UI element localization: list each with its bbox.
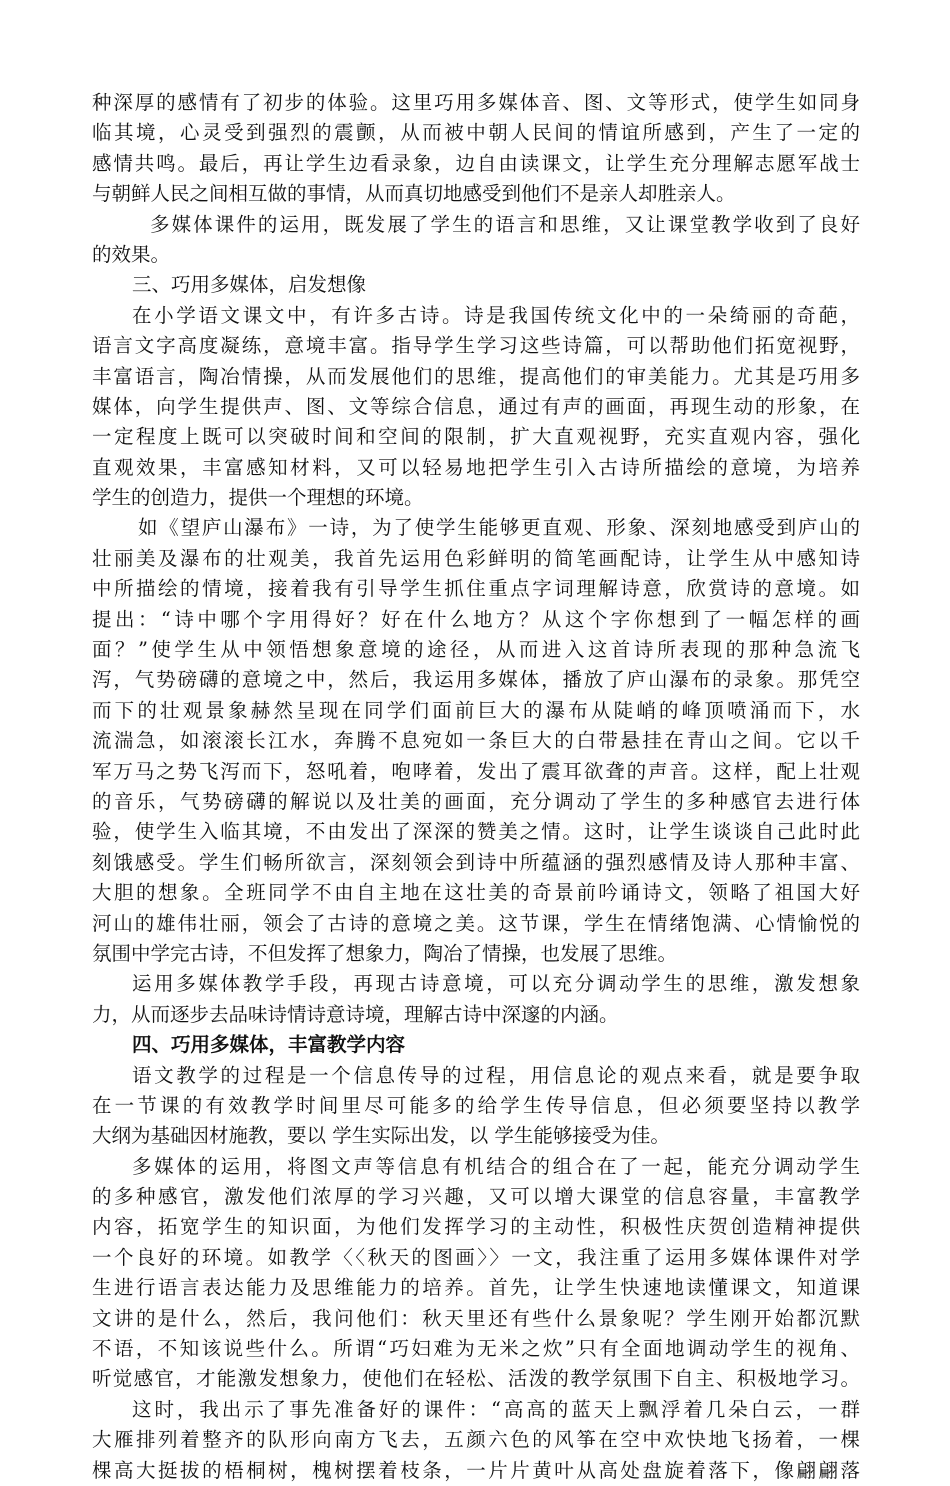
- text-line: 这时，我出示了事先准备好的课件：“高高的蓝天上飘浮着几朵白云，一群: [132, 1397, 860, 1421]
- text-line: 语文教学的过程是一个信息传导的过程，用信息论的观点来看，就是要争取: [132, 1063, 860, 1087]
- paragraph-1: [92, 88, 860, 210]
- text-line: 验，使学生入临其境，不由发出了深深的赞美之情。这时，让学生谈谈自己此时此: [92, 820, 860, 844]
- section-heading-4: 四、巧用多媒体，丰富教学内容: [132, 1033, 406, 1057]
- text-line: 种深厚的感情有了初步的体验。这里巧用多媒体音、图、文等形式，使学生如同身: [92, 91, 860, 114]
- text-line: 如《望庐山瀑布》一诗，为了使学生能够更直观、形象、深刻地感受到庐山的: [138, 516, 860, 540]
- text-line: 运用多媒体教学手段，再现古诗意境，可以充分调动学生的思维，激发想象: [132, 972, 860, 996]
- text-line: 而下的壮观景象赫然呈现在同学们面前巨大的瀑布从陡峭的峰顶喷涌而下，水: [92, 698, 860, 722]
- paragraph-5: [92, 969, 860, 1030]
- text-line: 在一节课的有效教学时间里尽可能多的给学生传导信息，但必须要坚持以教学: [92, 1093, 860, 1117]
- text-line: 氛围中学完古诗，不但发挥了想象力，陶冶了情操，也发展了思维。: [92, 941, 678, 965]
- text-line: 与朝鲜人民之间相互做的事情，从而真切地感受到他们不是亲人却胜亲人。: [92, 182, 736, 206]
- text-line: 壮丽美及瀑布的壮观美，我首先运用色彩鲜明的简笔画配诗，让学生从中感知诗: [92, 546, 860, 570]
- text-line: 泻，气势磅礴的意境之中，然后，我运用多媒体，播放了庐山瀑布的录象。那凭空: [92, 668, 860, 692]
- text-line: 听觉感官，才能激发想象力，使他们在轻松、活泼的教学氛围下自主、积极地学习。: [92, 1367, 860, 1391]
- text-line: 面？”使学生从中领悟想象意境的途径，从而进入这首诗所表现的那种急流飞: [92, 638, 860, 662]
- text-line: 的效果。: [92, 242, 171, 266]
- text-line: 在小学语文课文中，有许多古诗。诗是我国传统文化中的一朵绮丽的奇葩，: [132, 303, 860, 327]
- text-line: 不语，不知该说些什么。所谓“巧妇难为无米之炊”只有全面地调动学生的视角、: [92, 1337, 860, 1361]
- text-line: 丰富语言，陶冶情操，从而发展他们的思维，提高他们的审美能力。尤其是巧用多: [92, 364, 860, 388]
- text-line: 一个良好的环境。如教学〈〈秋天的图画〉〉一文，我注重了运用多媒体课件对学: [92, 1245, 860, 1269]
- text-line: 大雁排列着整齐的队形向南方飞去，五颜六色的风筝在空中欢快地飞扬着，一棵: [92, 1428, 860, 1452]
- text-line: 中所描绘的情境，接着我有引导学生抓住重点字词理解诗意，欣赏诗的意境。如: [92, 577, 860, 601]
- text-line: 一定程度上既可以突破时间和空间的限制，扩大直观视野，充实直观内容，强化: [92, 425, 860, 449]
- paragraph-6: [92, 1061, 860, 1152]
- paragraph-2: [92, 210, 860, 271]
- text-line: 直观效果，丰富感知材料，又可以轻易地把学生引入古诗所描绘的意境，为培养: [92, 455, 860, 479]
- text-line: 的音乐，气势磅礴的解说以及壮美的画面，充分调动了学生的多种感官去进行体: [92, 789, 860, 813]
- text-line: 棵高大挺拔的梧桐树，槐树摆着枝条，一片片黄叶从高处盘旋着落下，像翩翩落: [92, 1458, 860, 1482]
- text-line: 大胆的想象。全班同学不由自主地在这壮美的奇景前吟诵诗文，领略了祖国大好: [92, 881, 860, 905]
- section-heading-3: 三、巧用多媒体，启发想像: [132, 273, 367, 297]
- paragraph-7: [92, 1152, 860, 1486]
- text-line: 大纲为基础因材施教，要以 学生实际出发，以 学生能够接受为佳。: [92, 1124, 670, 1148]
- text-line: 感情共鸣。最后，再让学生边看录象，边自由读课文，让学生充分理解志愿军战士: [92, 151, 860, 175]
- text-line: 多媒体课件的运用，既发展了学生的语言和思维，又让课堂教学收到了良好: [150, 212, 860, 236]
- paragraph-3: [92, 301, 860, 514]
- text-line: 多媒体的运用，将图文声等信息有机结合的组合在了一起，能充分调动学生: [132, 1154, 860, 1178]
- text-line: 内容，拓宽学生的知识面，为他们发挥学习的主动性，积极性庆贺创造精神提供: [92, 1215, 860, 1239]
- text-line: 力，从而逐步去品味诗情诗意诗境，理解古诗中深邃的内涵。: [92, 1002, 619, 1026]
- document-page: [92, 88, 860, 1486]
- text-line: 的多种感官，激发他们浓厚的学习兴趣，又可以增大课堂的信息容量，丰富教学: [92, 1185, 860, 1209]
- text-line: 学生的创造力，提供一个理想的环境。: [92, 486, 424, 510]
- text-line: 媒体，向学生提供声、图、文等综合信息，通过有声的画面，再现生动的形象，在: [92, 394, 860, 418]
- text-line: 刻饿感受。学生们畅所欲言，深刻领会到诗中所蕴涵的强烈感情及诗人那种丰富、: [92, 850, 860, 874]
- text-line: 提出：“诗中哪个字用得好？好在什么地方？从这个字你想到了一幅怎样的画: [92, 607, 860, 631]
- text-line: 生进行语言表达能力及思维能力的培养。首先，让学生快速地读懂课文，知道课: [92, 1276, 860, 1300]
- text-line: 流湍急，如滚滚长江水，奔腾不息宛如一条巨大的白带悬挂在青山之间。它以千: [92, 729, 860, 753]
- text-line: 军万马之势飞泻而下，怒吼着，咆哮着，发出了震耳欲聋的声音。这样，配上壮观: [92, 759, 860, 783]
- text-line: 语言文字高度凝练，意境丰富。指导学生学习这些诗篇，可以帮助他们拓宽视野，: [92, 334, 860, 358]
- text-line: 河山的雄伟壮丽，领会了古诗的意境之美。这节课，学生在情绪饱满、心情愉悦的: [92, 911, 860, 935]
- paragraph-4: [92, 513, 860, 969]
- text-line: 文讲的是什么，然后，我问他们：秋天里还有些什么景象呢？学生刚开始都沉默: [92, 1306, 860, 1330]
- text-line: 临其境，心灵受到强烈的震颤，从而被中朝人民间的情谊所感到，产生了一定的: [92, 121, 860, 145]
